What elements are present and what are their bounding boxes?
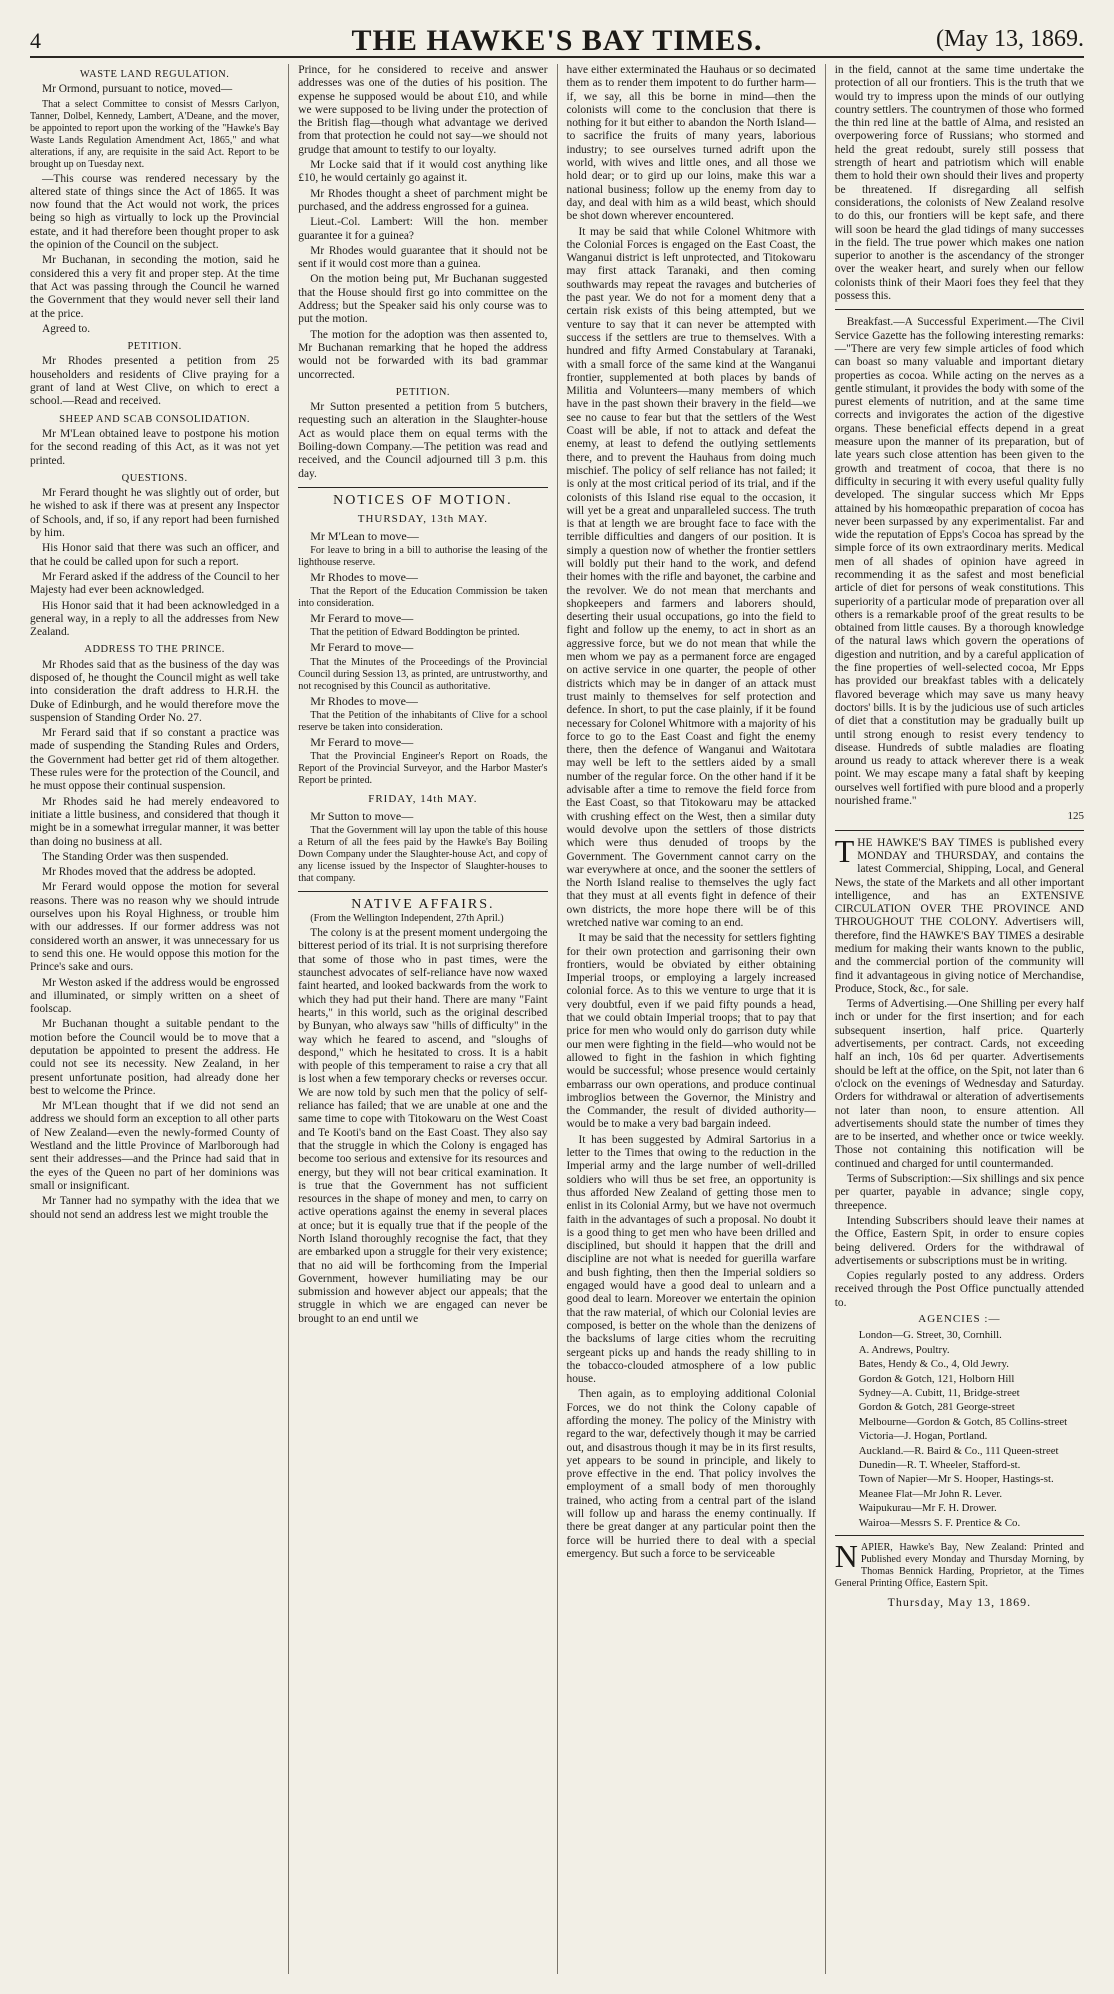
column-4 <box>825 64 1084 1974</box>
motion-text: That the Report of the Education Commission be taken into consideration. <box>298 586 548 610</box>
motion-mover: Mr Rhodes to move— <box>310 569 418 584</box>
list-item: Gordon & Gotch, 281 George-street <box>858 1401 1015 1414</box>
motion-text: That the Minutes of the Proceedings of the Provincial Council during Session 13, as printed, are untrustworthy, and not recognised by this Council as authoritative. <box>298 656 548 692</box>
motion-text: That the Government will lay upon the table of this house a Return of all the fees paid by the Hawke's Bay Boiling Down Company under the Slaughter-house Act, and copy of any license issued by the Inspector of Slaughter-houses to that company. <box>298 824 548 884</box>
list-item: Victoria—J. Hogan, Portland. <box>858 1430 988 1443</box>
paragraph: It may be said that the necessity for settlers fighting for their own protection and garrisoning their own frontiers, would be obviated by either obtaining Imperial troops, or employing a largely increased colonial force. As to this we venture to urge that it is very doubtful, even if we paid fifty pounds a head, that we could obtain Imperial troops; that to pay that price for men who would only do garrison duty while our men were fighting in the field—who would not be allowed to fight in the fashion in which fighting would be successful; whose presence would certainly embarrass our own operations, and produce continual imbroglios between the Governor, the Ministry and the Commander, the result of divided authority—would be to make a very bad bargain indeed. <box>566 932 816 1131</box>
list-item: London—G. Street, 30, Cornhill. <box>858 1329 1002 1342</box>
motion-text: That the Petition of the inhabitants of Clive for a school reserve be taken into consideration. <box>298 709 548 733</box>
list-item: Town of Napier—Mr S. Hooper, Hastings-st. <box>858 1473 1054 1486</box>
ad-number: 125 <box>1067 810 1084 823</box>
terms-paragraph <box>834 832 1084 997</box>
paragraph: Mr M'Lean thought that if we did not send an address we should form an exception to all other parts of New Zealand—even the newly-formed County of Westland and the little Province of Marlborough had sent their addresses—and the Prince had said that in the eyes of the Queen no part of her dominions was small or insignificant. <box>30 1100 280 1192</box>
paragraph: Mr M'Lean obtained leave to postpone his motion for the second reading of this Act, as it was not yet printed. <box>30 427 280 467</box>
motion-text: That the Provincial Engineer's Report on Roads, the Report of the Provincial Surveyor, and the Harbor Master's Report be printed. <box>298 751 548 787</box>
paragraph: Mr Sutton presented a petition from 5 butchers, requesting such an alteration in the Slaughter-house Act as would place them on equal terms with the Boiling-down Company.—The petition was read and received, and the Council adjourned till 3 p.m. this day. <box>298 401 548 480</box>
paragraph: Intending Subscribers should leave their names at the Office, Eastern Spit, in order to ensure copies being delivered. Orders for the withdrawal of advertisements or subscriptions must be in writing. <box>834 1214 1084 1267</box>
masthead <box>30 22 1084 58</box>
paragraph: Mr Ferard would oppose the motion for several reasons. There was no reason why we should intrude ourselves upon his Royal Highness, or trouble him with our addresses. If our former address was not considered worth an answer, it was unnecessary for us to send this one. He would oppose this motion for the Prince's sake and ours. <box>30 881 280 974</box>
dateline: FRIDAY, 14th MAY. <box>368 793 478 806</box>
terms-text: HE HAWKE'S BAY TIMES is published every MONDAY and THURSDAY, and contains the latest Commercial, Shipping, Local, and General News, the state of the Markets and all other important intelligence, and has an EXTENSIVE CIRCULATION OVER THE PROVINCE AND THROUGHOUT THE COLONY. Advertisers will, therefore, find the HAWKE'S BAY TIMES a desirable medium for making their wants known to the public, and the commercial portion of the community will find it advantageous in giving notice of Merchandise, Produce, Stock, &c., for sale. <box>834 836 1084 995</box>
colophon <box>834 1538 1084 1590</box>
agencies-list <box>835 1329 1084 1529</box>
column-1 <box>30 64 288 1974</box>
drop-cap: T <box>834 832 855 869</box>
list-item: Gordon & Gotch, 121, Holborn Hill <box>858 1372 1015 1385</box>
paragraph: Mr Buchanan thought a suitable pendant to the motion before the Council would be to move that a deputation be appointed to present the address. He could not see its necessity. New Zealand, in her present unfortunate position, had already done her best to welcome the Prince. <box>30 1018 280 1097</box>
paragraph: Mr Tanner had no sympathy with the idea that we should not send an address lest we might trouble the <box>30 1195 280 1221</box>
agencies-heading: AGENCIES :— <box>918 1313 1001 1326</box>
paragraph: Mr Ferard asked if the address of the Council to her Majesty had ever been acknowledged. <box>30 570 280 597</box>
paragraph: Lieut.-Col. Lambert: Will the hon. member guarantee it for a guinea? <box>298 216 548 242</box>
list-item: Melbourne—Gordon & Gotch, 85 Collins-street <box>858 1415 1068 1428</box>
list-item: Meanee Flat—Mr John R. Lever. <box>858 1487 1003 1500</box>
paragraph: Mr Locke said that if it would cost anything like £10, he would certainly go against it. <box>298 159 548 185</box>
motion-mover: Mr Rhodes to move— <box>310 693 418 708</box>
divider <box>835 309 1084 310</box>
paragraph: Mr Buchanan, in seconding the motion, said he considered this a very fit and proper step. At the time that Act was passing through the Council he warned the Government that they would never sell their land at the price. <box>30 254 280 320</box>
paragraph: The colony is at the present moment undergoing the bitterest period of its trial. It is not surprising therefore that some of those who in past times, were the staunchest advocates of self-reliance have now waxed faint hearted, and looked backwards from the work to which they had put their hand. There are many "Faint hearts," in this world, such as the original described by Bunyan, who always saw "hills of difficulty" in the way which he feared to ascend, and "sloughs of despond," which he hesitated to cross. It is a habit with people of this temperament to raise a cry that all is lost when a few temporary checks or reverses occur. We are now told by such men that the policy of self-reliance has failed; that we are unable at one and the same time to cope with Titokowaru on the West Coast and Te Kooti's band on the East Coast. They also say that the struggle in which the Colony is engaged has become too serious and extensive for its resources and energy, but they will not bear critical examination. It is true that the Government has not sufficient resources in the shape of money and men, to carry on active operations against the enemy in several places at once; but it is equally true that if the people of the North Island thoroughly recognise the fact, that they are embarked upon a struggle for their very existence; that no aid will be forthcoming from the Imperial Government, however humiliating may be our submission and however abject our appeals; that the struggle in which we are engaged can never be brought to an end until we <box>298 927 548 1325</box>
section-heading: WASTE LAND REGULATION. <box>79 69 230 80</box>
column-3 <box>557 64 825 1974</box>
paragraph: It has been suggested by Admiral Sartorius in a letter to the Times that owing to the reduction in the Imperial army and the large number of well-drilled soldiers who will thus be set free, an opportunity is thus afforded New Zealand of getting those men to enlist in its Colonial Army, but we have not overmuch faith in the advantages of such a proposal. No doubt it is a good thing to get men who have been drilled and disciplined, but should it happen that the drill and discipline are not what is needed for guerilla warfare and bush fighting, then then the Imperial soldiers so engaged would have a good deal to unlearn and a good deal to learn. Moreover we entertain the opinion that the raw material, of which our Colonial levies are composed, is better on the whole than the denizens of the backslums of large cities whom the recruiting sergeant picks up and hands the ready shilling to in the tobacco-clouded atmosphere of a low public house. <box>566 1133 816 1386</box>
motion-mover: Mr Ferard to move— <box>310 640 414 655</box>
motion-mover: Mr Ferard to move— <box>310 734 414 749</box>
paragraph: His Honor said that it had been acknowledged in a general way, in a reply to all the addresses from New Zealand. <box>30 599 280 639</box>
motion-text: That the petition of Edward Boddington be printed. <box>310 627 520 639</box>
section-heading: ADDRESS TO THE PRINCE. <box>84 644 225 656</box>
footer-date: Thursday, May 13, 1869. <box>887 1595 1032 1609</box>
list-item: Wairoa—Messrs S. F. Prentice & Co. <box>858 1516 1021 1529</box>
motion-text: For leave to bring in a bill to authorise the leasing of the lighthouse reserve. <box>298 544 548 568</box>
column-2 <box>288 64 556 1974</box>
paragraph: On the motion being put, Mr Buchanan suggested that the House should first go into committee on the Address; but the Speaker said his only course was to put the motion. <box>298 273 548 326</box>
motion-mover: Mr M'Lean to move— <box>310 528 419 543</box>
columns <box>30 64 1084 1974</box>
article-source: (From the Wellington Independent, 27th April.) <box>310 913 504 925</box>
list-item: Auckland.—R. Baird & Co., 111 Queen-street <box>858 1444 1059 1457</box>
paragraph: —This course was rendered necessary by the altered state of things since the Act of 1865. It was now found that the Act would not work, the prices being so high as virtually to lock up the Provincial estate, and it had therefore been thought proper to ask the opinion of the Council on the subject. <box>30 172 280 252</box>
paragraph: Terms of Advertising.—One Shilling per every half inch or under for the first insertion; and for each subsequent insertion, half price. Quarterly advertisements, per contract. Cards, not exceeding half an inch, 10s 6d per quarter. Advertisements should be left at the office, on the Spit, not later than 6 o'clock on the evenings of Wednesday and Saturday. Orders for withdrawal or alteration of advertisements not later than noon, to ensure attention. All advertisements should state the number of times they are to be inserted, and whether once or twice weekly. Those not containing this notification will be continued and charged for until countermanded. <box>834 998 1084 1170</box>
paragraph: The motion for the adoption was then assented to, Mr Buchanan remarking that he hoped the address would not be forwarded with its bad grammar uncorrected. <box>298 328 548 381</box>
section-heading: PETITION. <box>395 386 451 398</box>
section-heading: SHEEP AND SCAB CONSOLIDATION. <box>59 413 251 425</box>
paragraph: Terms of Subscription:—Six shillings and six pence per quarter, payable in advance; single copy, threepence. <box>834 1173 1084 1212</box>
paragraph: Mr Ferard thought he was slightly out of order, but he wished to ask if there was at present any Inspector of Schools, and, if so, if any report had been furnished by him. <box>30 487 280 540</box>
advertisement: Breakfast.—A Successful Experiment.—The Civil Service Gazette has the following interesting remarks:—"There are very few simple articles of food which can boast so many valuable and important dietary properties as cocoa. While acting on the nerves as a gentle stimulant, it provides the body with some of the purest elements of nutrition, and at the same time corrects and invigorates the action of the digestive organs. These beneficial effects depend in a great measure upon the manner of its preparation, but of late years such close attention has been given to the growth and treatment of cocoa, that there is no difficulty in securing it with every useful quality fully developed. The singular success which Mr Epps attained by his homœopathic preparation of cocoa has never been surpassed by any experimentalist. Far and wide the reputation of Epps's Cocoa has spread by the simple force of its own extraordinary merits. Medical men of all shades of opinion have agreed in recommending it as the safest and most beneficial article of diet for persons of weak constitutions. This superiority of a particular mode of preparation over all others is a remarkable proof of the great results to be obtained from little causes. By a thorough knowledge of the natural laws which govern the operations of digestion and nutrition, and by a careful application of the fine properties of well-selected cocoa, Mr Epps has provided our breakfast tables with a delicately flavored beverage which may save us many heavy doctors' bills. It is by the judicious use of such articles of diet that a constitution may be gradually built up until strong enough to resist every tendency to disease. Hundreds of subtle maladies are floating around us ready to attack wherever there is a weak point. We may escape many a fatal shaft by keeping ourselves well fortified with pure blood and a properly nourished frame." <box>834 316 1084 808</box>
divider <box>835 1535 1084 1536</box>
paragraph: Mr Rhodes said that as the business of the day was disposed of, he thought the Council might as well take into consideration the draft address to H.R.H. the Duke of Edinburgh, and he would therefore move the suspension of Standing Order No. 27. <box>30 658 280 724</box>
paragraph: Then again, as to employing additional Colonial Forces, we do not think the Colony capable of affording the money. The policy of the Ministry with regard to the war, defectively though it may be carried out, and disastrous though it may be in its first results, yet appears to be sound in principle, and likely to prove effective in the end. That policy involves the employment of a small body of men thoroughly trained, who acting from a central part of the island will follow up and harass the enemy continually. If there be great danger at any particular point then the force will be hurried there to deal with a special emergency. But such a force to be serviceable <box>566 1388 816 1560</box>
newspaper-title: THE HAWKE'S BAY TIMES. <box>351 24 763 57</box>
native-affairs-heading: NATIVE AFFAIRS. <box>298 891 547 911</box>
paragraph: in the field, cannot at the same time undertake the protection of all our frontiers. This is the truth that we would try to impress upon the minds of our outlying country settlers. The countrymen of those who formed the thin red line at the battle of Alma, and resisted an overpowering force of Russians; who stormed and held the great redoubt, surely still possess that strength of heart and patriotism which will enable them to hold their own should their lives and property be threatened. If disregarding all selfish considerations, the colonists of New Zealand resolve to do this, our frontiers will be kept safe, and there will soon be heard the glad tidings of many successes in the field. The true power which makes one nation superior to another is the ascendancy of the stronger over the weaker heart, and surely when our fellow colonists think of their Maori foes they feel that they possess this. <box>834 64 1084 303</box>
list-item: A. Andrews, Poultry. <box>858 1343 950 1356</box>
drop-cap: N <box>834 1538 858 1574</box>
notices-of-motion-heading: NOTICES OF MOTION. <box>298 487 547 507</box>
paragraph: Mr Ormond, pursuant to notice, moved— <box>42 83 233 96</box>
paragraph: Mr Rhodes thought a sheet of parchment might be purchased, and the address engrossed for a guinea. <box>298 187 548 213</box>
divider <box>835 830 1084 831</box>
issue-date: (May 13, 1869. <box>936 26 1084 52</box>
paragraph: His Honor said that there was such an officer, and that he could be called upon for such a report. <box>30 542 280 568</box>
paragraph: Mr Rhodes said he had merely endeavored to initiate a little business, and considered that though it might be in a somewhat irregular manner, it was better than doing no business at all. <box>30 795 280 848</box>
paragraph: It may be said that while Colonel Whitmore with the Colonial Forces is engaged on the East Coast, the Wanganui district is left unprotected, and Titokowaru may first attack Taranaki, and then coming southwards may repeat the ravages and butcheries of the past year. We do not for a moment deny that a certain risk exists of this being attempted, but we venture to say that it can never be attempted with success if the settlers are true to themselves. With a hundred and fifty Armed Constabulary at Taranaki, with a small force of the same kind at the Wanganui frontier, supplemented at both places by bands of Militia and Volunteers—many members of which have in the past shown their bravery in the field—we see no cause to fear but that the settlers of the West Coast will be able, if not to attack and defeat the enemy, at least to defend the outlying settlements there, and to prevent the Hauhaus from doing much mischief. The policy of self reliance has not failed; it is only at the most critical period of its trial, and if the colonists of this Island rise equal to the occasion, it will yet be a great and unparalleled success. The truth is that at length we are brought face to face with the terrible difficulties and dangers of our position. It is simply a question now of whether the frontier settlers will boldly put their hand to the work, and defend their homes with the rifle and bayonet, the carbine and the revolver. We do not mean that merchants and shopkeepers and farmers and laborers should, deserting their usual occupations, go into the field to fight and follow up the enemy, to act in short as an aggressive force, but we do not mean that while the men whom we pay as a permanent force are engaged on active service in one quarter, the people of other districts which may be in danger of an attack must trust mainly to themselves for self protection and defence. In short, to put the case plainly, if it be found necessary for Colonel Whitmore with a majority of his force to go to the East Coast and fight the enemy there, then the defence of Wanganui and Waitotara may well be left to the settlers aided by a small number of the regular force. On the other hand if it be advisable after a time to remove the field force from the East Coast, so that Titokowaru may be attacked with crushing effect on the West, then a similar duty would devolve upon the settlers of those districts which were thus denuded of troops by the Government. The Government cannot carry on the war everywhere at once, and the sooner the settlers of the North Island realise to themselves the ugly fact that they must at all events fight in defence of their own districts, the more hope there will be of this wretched native war coming to an end. <box>566 225 816 929</box>
paragraph: Agreed to. <box>42 322 91 335</box>
paragraph: Prince, for he considered to receive and answer addresses was one of the duties of his position. The expense he supposed would be about £10, and while we were supposed to be living under the protection of the British flag—though what advantage we derived from that protection he could not say—we should not grudge that amount to testify to our loyalty. <box>298 64 548 156</box>
paragraph: Mr Weston asked if the address would be engrossed and illuminated, or simply written on a sheet of foolscap. <box>30 976 280 1016</box>
motion-mover: Mr Sutton to move— <box>310 808 414 823</box>
list-item: Sydney—A. Cubitt, 11, Bridge-street <box>858 1386 1020 1399</box>
motion-text: That a select Committee to consist of Messrs Carlyon, Tanner, Dolbel, Kennedy, Lambert, A'Deane, and the mover, be appointed to report upon the working of the "Hawke's Bay Waste Lands Regulation Amendment Act, 1865," and what alterations, if any, are requisite in the said Act. Report to be brought up on Tuesday next. <box>30 98 280 170</box>
paragraph: Mr Ferard said that if so constant a practice was made of suspending the Standing Rules and Orders, the Government had better get rid of them altogether. These rules were for the protection of the Council, and he must oppose their continual suspension. <box>30 727 280 793</box>
colophon-text: APIER, Hawke's Bay, New Zealand: Printed and Published every Monday and Thursday Morning, by Thomas Bennick Harding, Proprietor, at the Times General Printing Office, Eastern Spit. <box>834 1542 1084 1589</box>
list-item: Waipukurau—Mr F. H. Drower. <box>858 1502 997 1515</box>
paragraph: The Standing Order was then suspended. <box>42 850 229 863</box>
paragraph: Mr Rhodes would guarantee that it should not be sent if it would cost more than a guinea. <box>298 244 548 271</box>
list-item: Dunedin—R. T. Wheeler, Stafford-st. <box>858 1458 1021 1471</box>
paragraph: have either exterminated the Hauhaus or so decimated them as to render them impotent to do further harm—if, we say, all this be borne in mind—then the colonists will come to the conclusion that there is nothing for it but either to abandon the North Island—to sacrifice the fruits of many years, laborious industry; to see ourselves turned adrift upon the world, with wives and little ones, and all those we hold dear; or to gird up our loins, make this war a national business; follow up the enemy from day to day, and deal with him as a wild beast, which should be shot down wherever encountered. <box>566 64 816 223</box>
paragraph: Copies regularly posted to any address. Orders received through the Post Office punctually attended to. <box>834 1270 1084 1309</box>
dateline: THURSDAY, 13th MAY. <box>357 513 488 526</box>
list-item: Bates, Hendy & Co., 4, Old Jewry. <box>858 1358 1009 1371</box>
paragraph: Mr Rhodes presented a petition from 25 householders and residents of Clive praying for a grant of land at West Clive, on which to erect a school.—Read and received. <box>30 355 280 408</box>
page-number: 4 <box>30 28 41 53</box>
section-heading: QUESTIONS. <box>121 472 188 484</box>
section-heading: PETITION. <box>127 341 182 353</box>
paragraph: Mr Rhodes moved that the address be adopted. <box>42 866 256 879</box>
motion-mover: Mr Ferard to move— <box>310 611 414 626</box>
